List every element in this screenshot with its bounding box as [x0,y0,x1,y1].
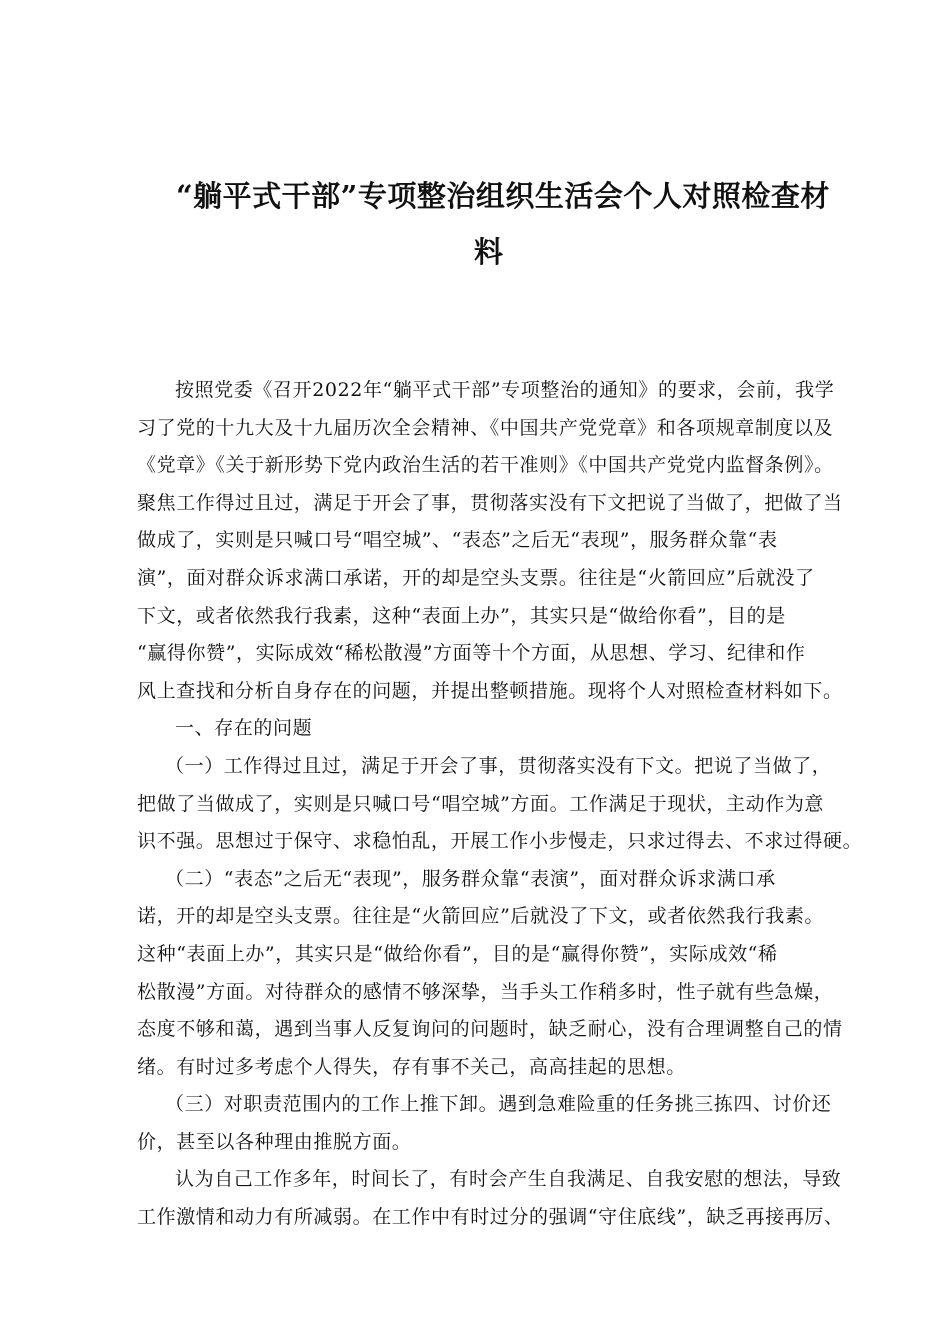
paragraph-line: 识不强。思想过于保守、求稳怕乱，开展工作小步慢走，只求过得去、不求过得硬。 [137,830,863,853]
document-title-line-1: “躺平式干部”专项整治组织生活会个人对照检查材 [176,179,830,213]
paragraph-line: 态度不够和蔼，遇到当事人反复询问的问题时，缺乏耐心，没有合理调整自己的情 [137,1018,843,1041]
paragraph-line: 把做了当做成了，实则是只喊口号“唱空城”方面。工作满足于现状，主动作为意 [137,792,825,815]
paragraph-line: “赢得你赞”，实际成效“稀松散漫”方面等十个方面，从思想、学习、纪律和作 [137,642,806,665]
document-body [137,372,863,1237]
paragraph-line: 松散漫”方面。对待群众的感情不够深挚，当手头工作稍多时，性子就有些急燥， [137,980,834,1003]
document-title-line-2: 料 [474,235,504,269]
paragraph-line: 风上查找和分析自身存在的问题，并提出整顿措施。现将个人对照检查材料如下。 [137,679,843,702]
paragraph-line: 按照党委《召开2022年“躺平式干部”专项整治的通知》的要求，会前，我学 [175,379,835,401]
paragraph-line: 这种“表面上办”，其实只是“做给你看”，目的是“赢得你赞”，实际成效“稀 [137,942,778,965]
paragraph-line: （一）工作得过且过，满足于开会了事，贯彻落实没有下文。把说了当做了， [165,754,832,777]
paragraph-line: 价，甚至以各种理由推脱方面。 [137,1130,412,1153]
paragraph-line: 《党章》《关于新形势下党内政治生活的若干准则》《中国共产党党内监督条例》。 [137,454,834,477]
paragraph-line: （三）对职责范围内的工作上推下卸。遇到急难险重的任务挑三拣四、讨价还 [165,1093,832,1116]
paragraph-line: 绪。有时过多考虑个人得失，存有事不关己，高高挂起的思想。 [137,1055,686,1078]
paragraph-line: （二）“表态”之后无“表现”，服务群众靠“表演”，面对群众诉求满口承 [165,867,776,890]
paragraph-line: 诺，开的却是空头支票。往往是“火箭回应”后就没了下文，或者依然我行我素。 [137,905,825,928]
section-heading: 一、存在的问题 [175,717,313,740]
paragraph-line: 认为自己工作多年，时间长了，有时会产生自我满足、自我安慰的想法，导致 [175,1168,842,1191]
paragraph-line: 演”，面对群众诉求满口承诺，开的却是空头支票。往往是“火箭回应”后就没了 [137,566,815,589]
paragraph-line: 习了党的十九大及十九届历次全会精神、《中国共产党党章》和各项规章制度以及 [137,416,834,439]
paragraph-line: 下文，或者依然我行我素，这种“表面上办”，其实只是“做给你看”，目的是 [137,604,786,627]
paragraph-line: 工作激情和动力有所减弱。在工作中有时过分的强调“守住底线”，缺乏再接再厉、 [137,1206,844,1229]
paragraph-line: 聚焦工作得过且过，满足于开会了事，贯彻落实没有下文把说了当做了，把做了当 [137,491,843,514]
paragraph-line: 做成了，实则是只喊口号“唱空城”、“表态”之后无“表现”，服务群众靠“表 [137,529,778,552]
